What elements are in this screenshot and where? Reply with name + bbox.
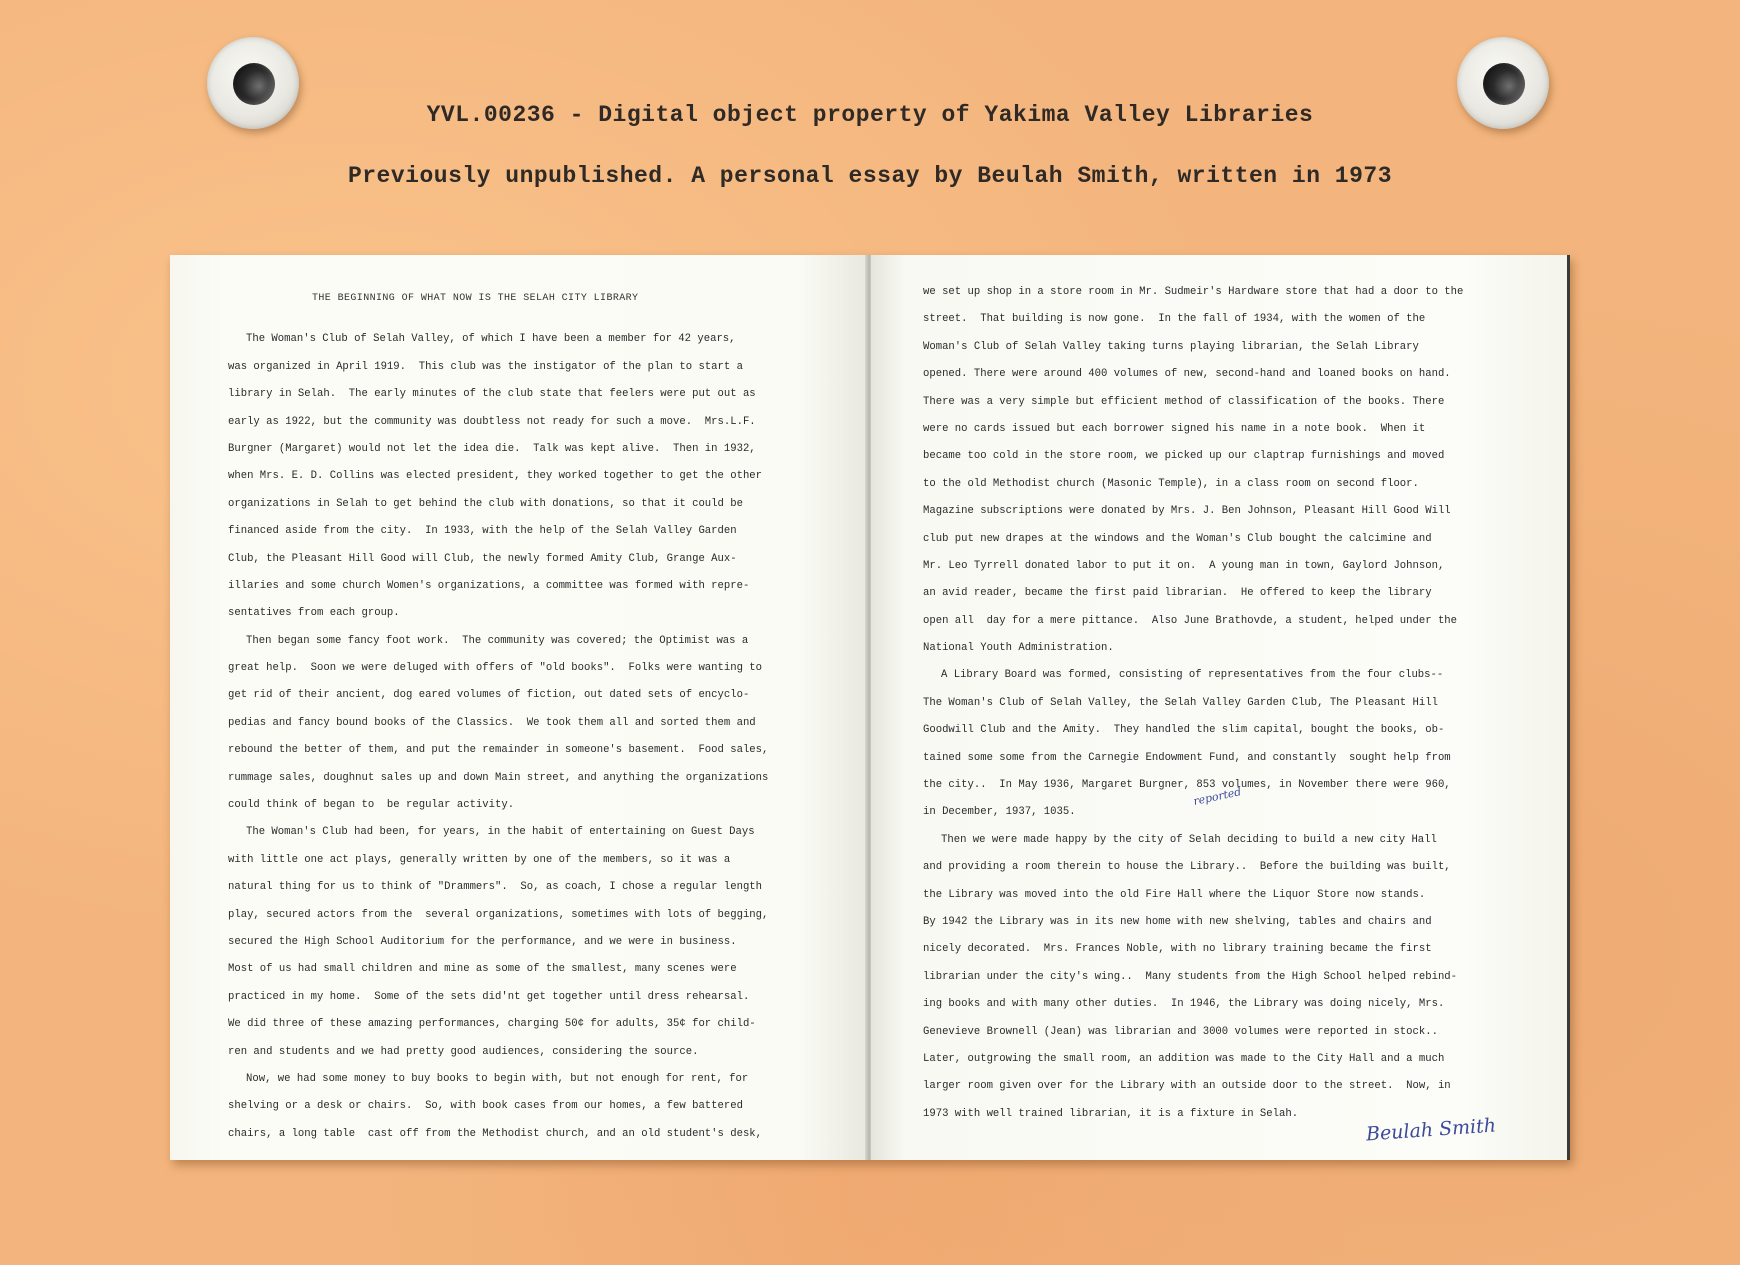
- text-line: we set up shop in a store room in Mr. Sudmeir's Hardware store that had a door to the: [923, 286, 1464, 298]
- text-line: Club, the Pleasant Hill Good will Club, the newly formed Amity Club, Grange Aux-: [228, 552, 737, 565]
- text-line: The Woman's Club of Selah Valley, of which I have been a member for 42 years,: [246, 333, 736, 346]
- text-line: National Youth Administration.: [923, 642, 1114, 655]
- text-line: could think of began to be regular activity.: [228, 799, 515, 812]
- text-line: We did three of these amazing performances, charging 50¢ for adults, 35¢ for child-: [228, 1018, 756, 1031]
- scanned-document: [170, 255, 1570, 1160]
- text-line: pedias and fancy bound books of the Classics. We took them all and sorted them and: [228, 716, 756, 729]
- text-line: was organized in April 1919. This club was the instigator of the plan to start a: [228, 360, 743, 373]
- text-line: Then began some fancy foot work. The community was covered; the Optimist was a: [246, 634, 749, 647]
- text-line: rebound the better of them, and put the remainder in someone's basement. Food sales,: [228, 744, 769, 757]
- text-line: get rid of their ancient, dog eared volumes of fiction, out dated sets of encyclo-: [228, 689, 750, 702]
- text-line: to the old Methodist church (Masonic Temple), in a class room on second floor.: [923, 477, 1419, 490]
- document-page-left: [170, 255, 867, 1160]
- text-line: early as 1922, but the community was doubtless not ready for such a move. Mrs.L.F.: [228, 415, 756, 428]
- header-subtitle: Previously unpublished. A personal essay by Beulah Smith, written in 1973: [347, 163, 1393, 189]
- text-line: in December, 1937, 1035.: [923, 806, 1076, 819]
- text-line: ren and students and we had pretty good audiences, considering the source.: [228, 1045, 699, 1058]
- left-page-text: [228, 326, 847, 1148]
- text-line: larger room given over for the Library with an outside door to the street. Now, in: [923, 1080, 1451, 1093]
- text-line: The Woman's Club of Selah Valley, the Selah Valley Garden Club, The Pleasant Hill: [923, 696, 1438, 709]
- text-line: Genevieve Brownell (Jean) was librarian and 3000 volumes were reported in stock..: [923, 1025, 1438, 1038]
- text-line: the Library was moved into the old Fire Hall where the Liquor Store now stands.: [923, 888, 1426, 901]
- text-line: natural thing for us to think of "Drammers". So, as coach, I chose a regular length: [228, 881, 763, 894]
- text-line: Later, outgrowing the small room, an addition was made to the City Hall and a much: [923, 1052, 1445, 1065]
- document-page-right: [871, 255, 1570, 1160]
- handwritten-signature: Beulah Smith: [1365, 1114, 1497, 1146]
- text-line: Burgner (Margaret) would not let the idea die. Talk was kept alive. Then in 1932,: [228, 442, 756, 455]
- right-binder-hole-center: [1483, 63, 1525, 105]
- text-line: sentatives from each group.: [228, 607, 400, 620]
- text-line: nicely decorated. Mrs. Frances Noble, with no library training became the first: [923, 943, 1432, 956]
- text-line: Then we were made happy by the city of Selah deciding to build a new city Hall: [941, 833, 1437, 846]
- text-line: ing books and with many other duties. In 1946, the Library was doing nicely, Mrs.: [923, 998, 1445, 1011]
- text-line: were no cards issued but each borrower signed his name in a note book. When it: [923, 422, 1426, 435]
- text-line: an avid reader, became the first paid librarian. He offered to keep the library: [923, 587, 1432, 600]
- text-line: and providing a room therein to house the Library.. Before the building was built,: [923, 861, 1451, 874]
- text-line: opened. There were around 400 volumes of new, second-hand and loaned books on hand.: [923, 368, 1451, 381]
- text-line: tained some some from the Carnegie Endowment Fund, and constantly sought help from: [923, 751, 1451, 764]
- text-line: By 1942 the Library was in its new home with new shelving, tables and chairs and: [923, 915, 1432, 928]
- text-line: became too cold in the store room, we picked up our claptrap furnishings and moved: [923, 450, 1445, 463]
- text-line: 1973 with well trained librarian, it is a fixture in Selah.: [923, 1107, 1299, 1120]
- text-line: financed aside from the city. In 1933, with the help of the Selah Valley Garden: [228, 525, 737, 538]
- text-line: with little one act plays, generally written by one of the members, so it was a: [228, 853, 731, 866]
- text-line: library in Selah. The early minutes of the club state that feelers were put out as: [228, 388, 756, 401]
- text-line: illaries and some church Women's organizations, a committee was formed with repre-: [228, 579, 750, 592]
- text-line: Mr. Leo Tyrrell donated labor to put it on. A young man in town, Gaylord Johnson,: [923, 559, 1445, 572]
- text-line: Now, we had some money to buy books to begin with, but not enough for rent, for: [246, 1072, 749, 1085]
- text-line: great help. Soon we were deluged with offers of "old books". Folks were wanting to: [228, 662, 763, 675]
- text-line: secured the High School Auditorium for the performance, and we were in business.: [228, 936, 737, 948]
- text-line: Magazine subscriptions were donated by Mrs. J. Ben Johnson, Pleasant Hill Good Will: [923, 505, 1451, 518]
- header-title: YVL.00236 - Digital object property of Yakima Valley Libraries: [426, 102, 1314, 128]
- text-line: There was a very simple but efficient method of classification of the books. There: [923, 395, 1445, 408]
- text-line: Goodwill Club and the Amity. They handled the slim capital, bought the books, ob-: [923, 724, 1445, 737]
- text-line: the city.. In May 1936, Margaret Burgner, 853 volumes, in November there were 960,: [923, 779, 1451, 792]
- text-line: street. That building is now gone. In the fall of 1934, with the women of the: [923, 313, 1426, 326]
- text-line: shelving or a desk or chairs. So, with book cases from our homes, a few battered: [228, 1100, 743, 1113]
- text-line: The Woman's Club had been, for years, in the habit of entertaining on Guest Days: [246, 826, 755, 839]
- handwritten-annotation: reported: [1192, 785, 1243, 808]
- right-page-text: [923, 279, 1547, 1128]
- text-line: Woman's Club of Selah Valley taking turns playing librarian, the Selah Library: [923, 340, 1419, 353]
- text-line: Most of us had small children and mine as some of the smallest, many scenes were: [228, 963, 737, 976]
- text-line: play, secured actors from the several organizations, sometimes with lots of begging,: [228, 908, 769, 921]
- text-line: librarian under the city's wing.. Many students from the High School helped rebind-: [923, 970, 1458, 983]
- text-line: organizations in Selah to get behind the club with donations, so that it could be: [228, 497, 743, 510]
- left-binder-hole-center: [233, 63, 275, 105]
- text-line: practiced in my home. Some of the sets did'nt get together until dress rehearsal.: [228, 990, 750, 1003]
- text-line: chairs, a long table cast off from the Methodist church, and an old student's desk,: [228, 1127, 763, 1140]
- essay-title: THE BEGINNING OF WHAT NOW IS THE SELAH CITY LIBRARY: [312, 293, 639, 304]
- text-line: club put new drapes at the windows and the Woman's Club bought the calcimine and: [923, 532, 1432, 545]
- text-line: open all day for a mere pittance. Also June Brathovde, a student, helped under the: [923, 614, 1458, 627]
- text-line: when Mrs. E. D. Collins was elected president, they worked together to get the other: [228, 470, 763, 483]
- text-line: A Library Board was formed, consisting of representatives from the four clubs--: [941, 669, 1444, 682]
- text-line: rummage sales, doughnut sales up and down Main street, and anything the organizations: [228, 771, 769, 784]
